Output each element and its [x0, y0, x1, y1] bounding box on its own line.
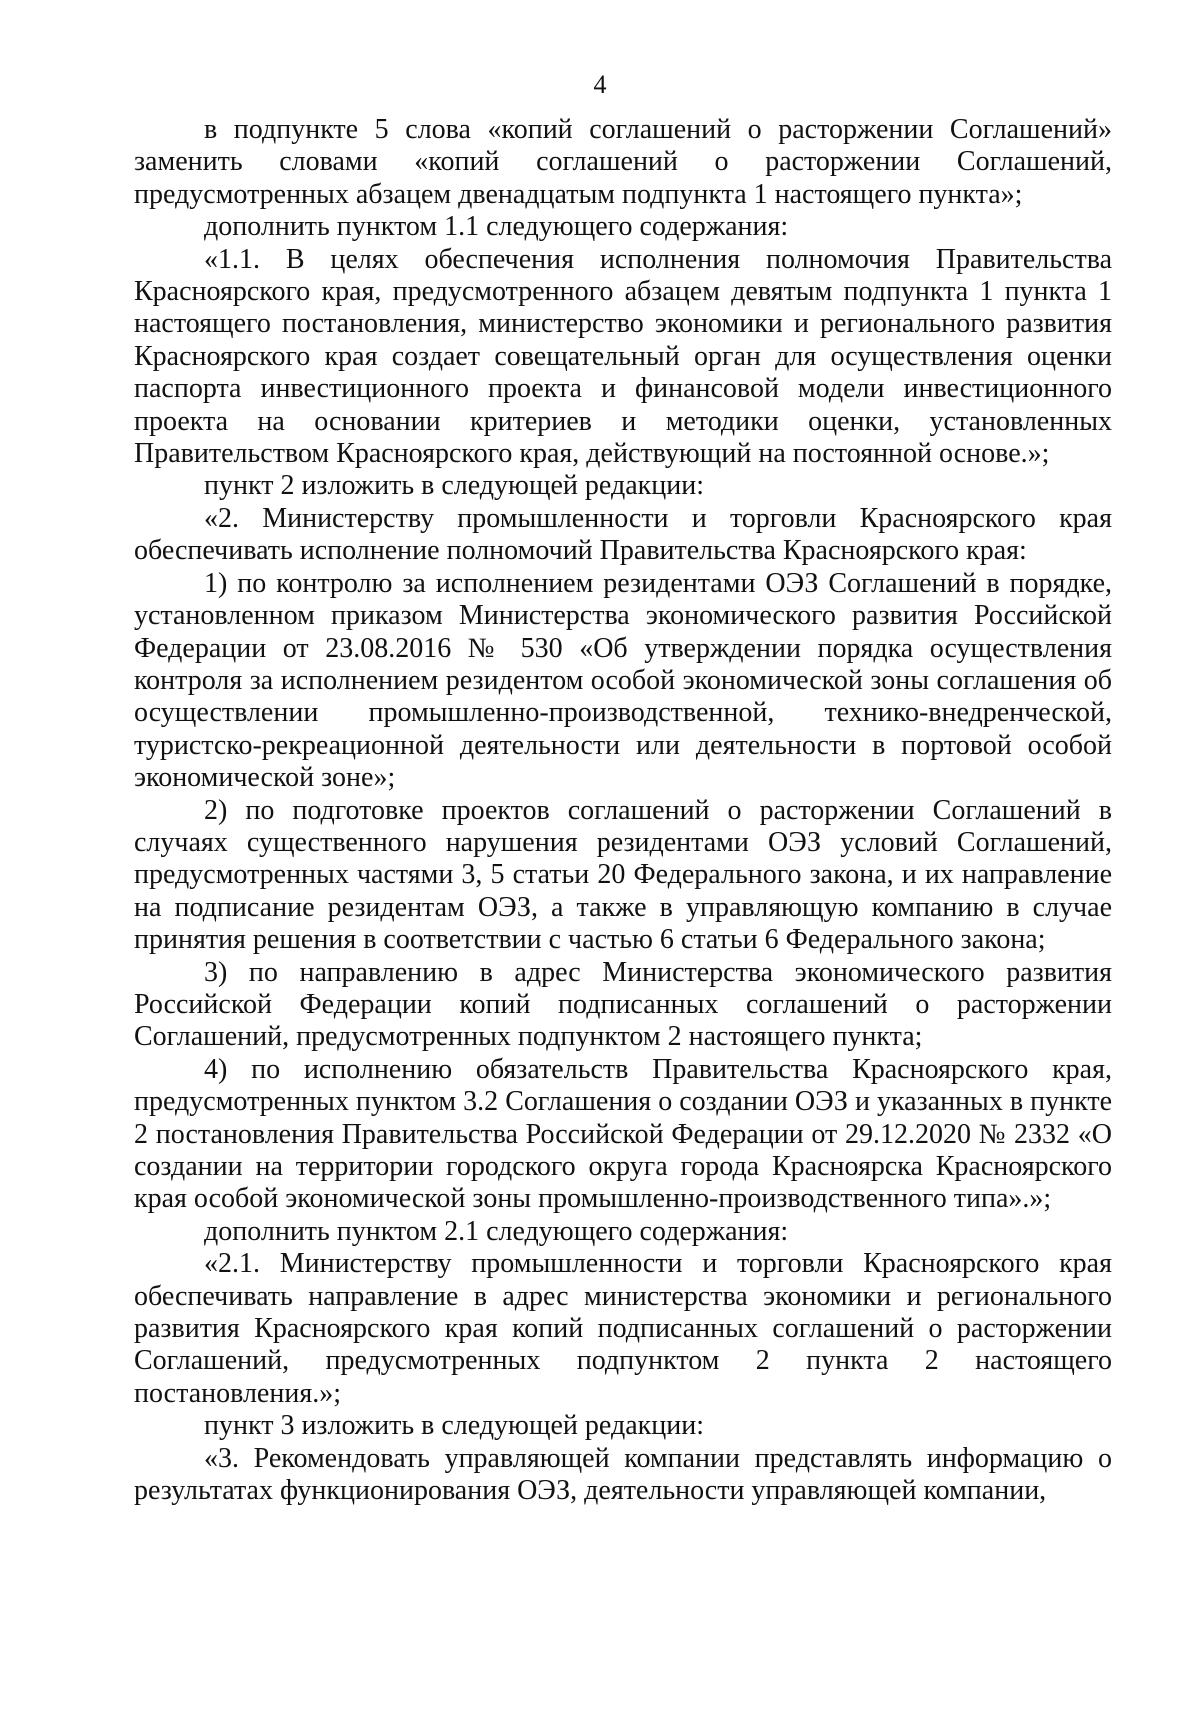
- paragraph: дополнить пунктом 2.1 следующего содержания:: [204, 1215, 789, 1247]
- paragraph: «1.1. В целях обеспечения исполнения полномочия Правительства Красноярского края, предусмотренного абзацем девятым подпункта 1 пункта 1 настоящего постановления, министерство экономики и регионального развития Красноярского края создает совещательный орган для осуществления оценки паспорта инвестиционного проекта и финансовой модели инвестиционного проекта на основании критериев и методики оценки, установленных Правительством Красноярского края, действующий на постоянной основе.»;: [134, 243, 1112, 470]
- paragraph: 4) по исполнению обязательств Правительства Красноярского края, предусмотренных пунктом 3.2 Соглашения о создании ОЭЗ и указанных в пункте 2 постановления Правительства Российской Федерации от 29.12.2020 № 2332 «О создании на территории городского округа города Красноярска Красноярского края особой экономической зоны промышленно-производственного типа».»;: [134, 1053, 1112, 1215]
- paragraph: «3. Рекомендовать управляющей компании представлять информацию о результатах функционирования ОЭЗ, деятельности управляющей компании,: [134, 1442, 1112, 1507]
- paragraph: «2. Министерству промышленности и торговли Красноярского края обеспечивать исполнение полномочий Правительства Красноярского края:: [134, 502, 1112, 567]
- paragraph: пункт 3 изложить в следующей редакции:: [204, 1410, 704, 1442]
- paragraph: пункт 2 изложить в следующей редакции:: [204, 470, 704, 502]
- document-body: [134, 114, 1112, 1507]
- paragraph: дополнить пунктом 1.1 следующего содержания:: [204, 211, 789, 243]
- paragraph: «2.1. Министерству промышленности и торговли Красноярского края обеспечивать направление в адрес министерства экономики и регионального развития Красноярского края копий подписанных соглашений о расторжении Соглашений, предусмотренных подпунктом 2 пункта 2 настоящего постановления.»;: [134, 1248, 1112, 1409]
- paragraph: 3) по направлению в адрес Министерства экономического развития Российской Федерации копий подписанных соглашений о расторжении Соглашений, предусмотренных подпунктом 2 настоящего пункта;: [134, 956, 1112, 1053]
- page-number: 4: [593, 70, 607, 99]
- paragraph: 2) по подготовке проектов соглашений о расторжении Соглашений в случаях существенного нарушения резидентами ОЭЗ условий Соглашений, предусмотренных частями 3, 5 статьи 20 Федерального закона, и их направление на подписание резидентам ОЭЗ, а также в управляющую компанию в случае принятия решения в соответствии с частью 6 статьи 6 Федерального закона;: [134, 794, 1112, 956]
- paragraph: 1) по контролю за исполнением резидентами ОЭЗ Соглашений в порядке, установленном приказом Министерства экономического развития Российской Федерации от 23.08.2016 № 530 «Об утверждении порядка осуществления контроля за исполнением резидентом особой экономической зоны соглашения об осуществлении промышленно-производственной, технико-внедренческой, туристско-рекреационной деятельности или деятельности в портовой особой экономической зоне»;: [134, 567, 1112, 794]
- paragraph: в подпункте 5 слова «копий соглашений о расторжении Соглашений» заменить словами «копий соглашений о расторжении Соглашений, предусмотренных абзацем двенадцатым подпункта 1 настоящего пункта»;: [134, 114, 1112, 210]
